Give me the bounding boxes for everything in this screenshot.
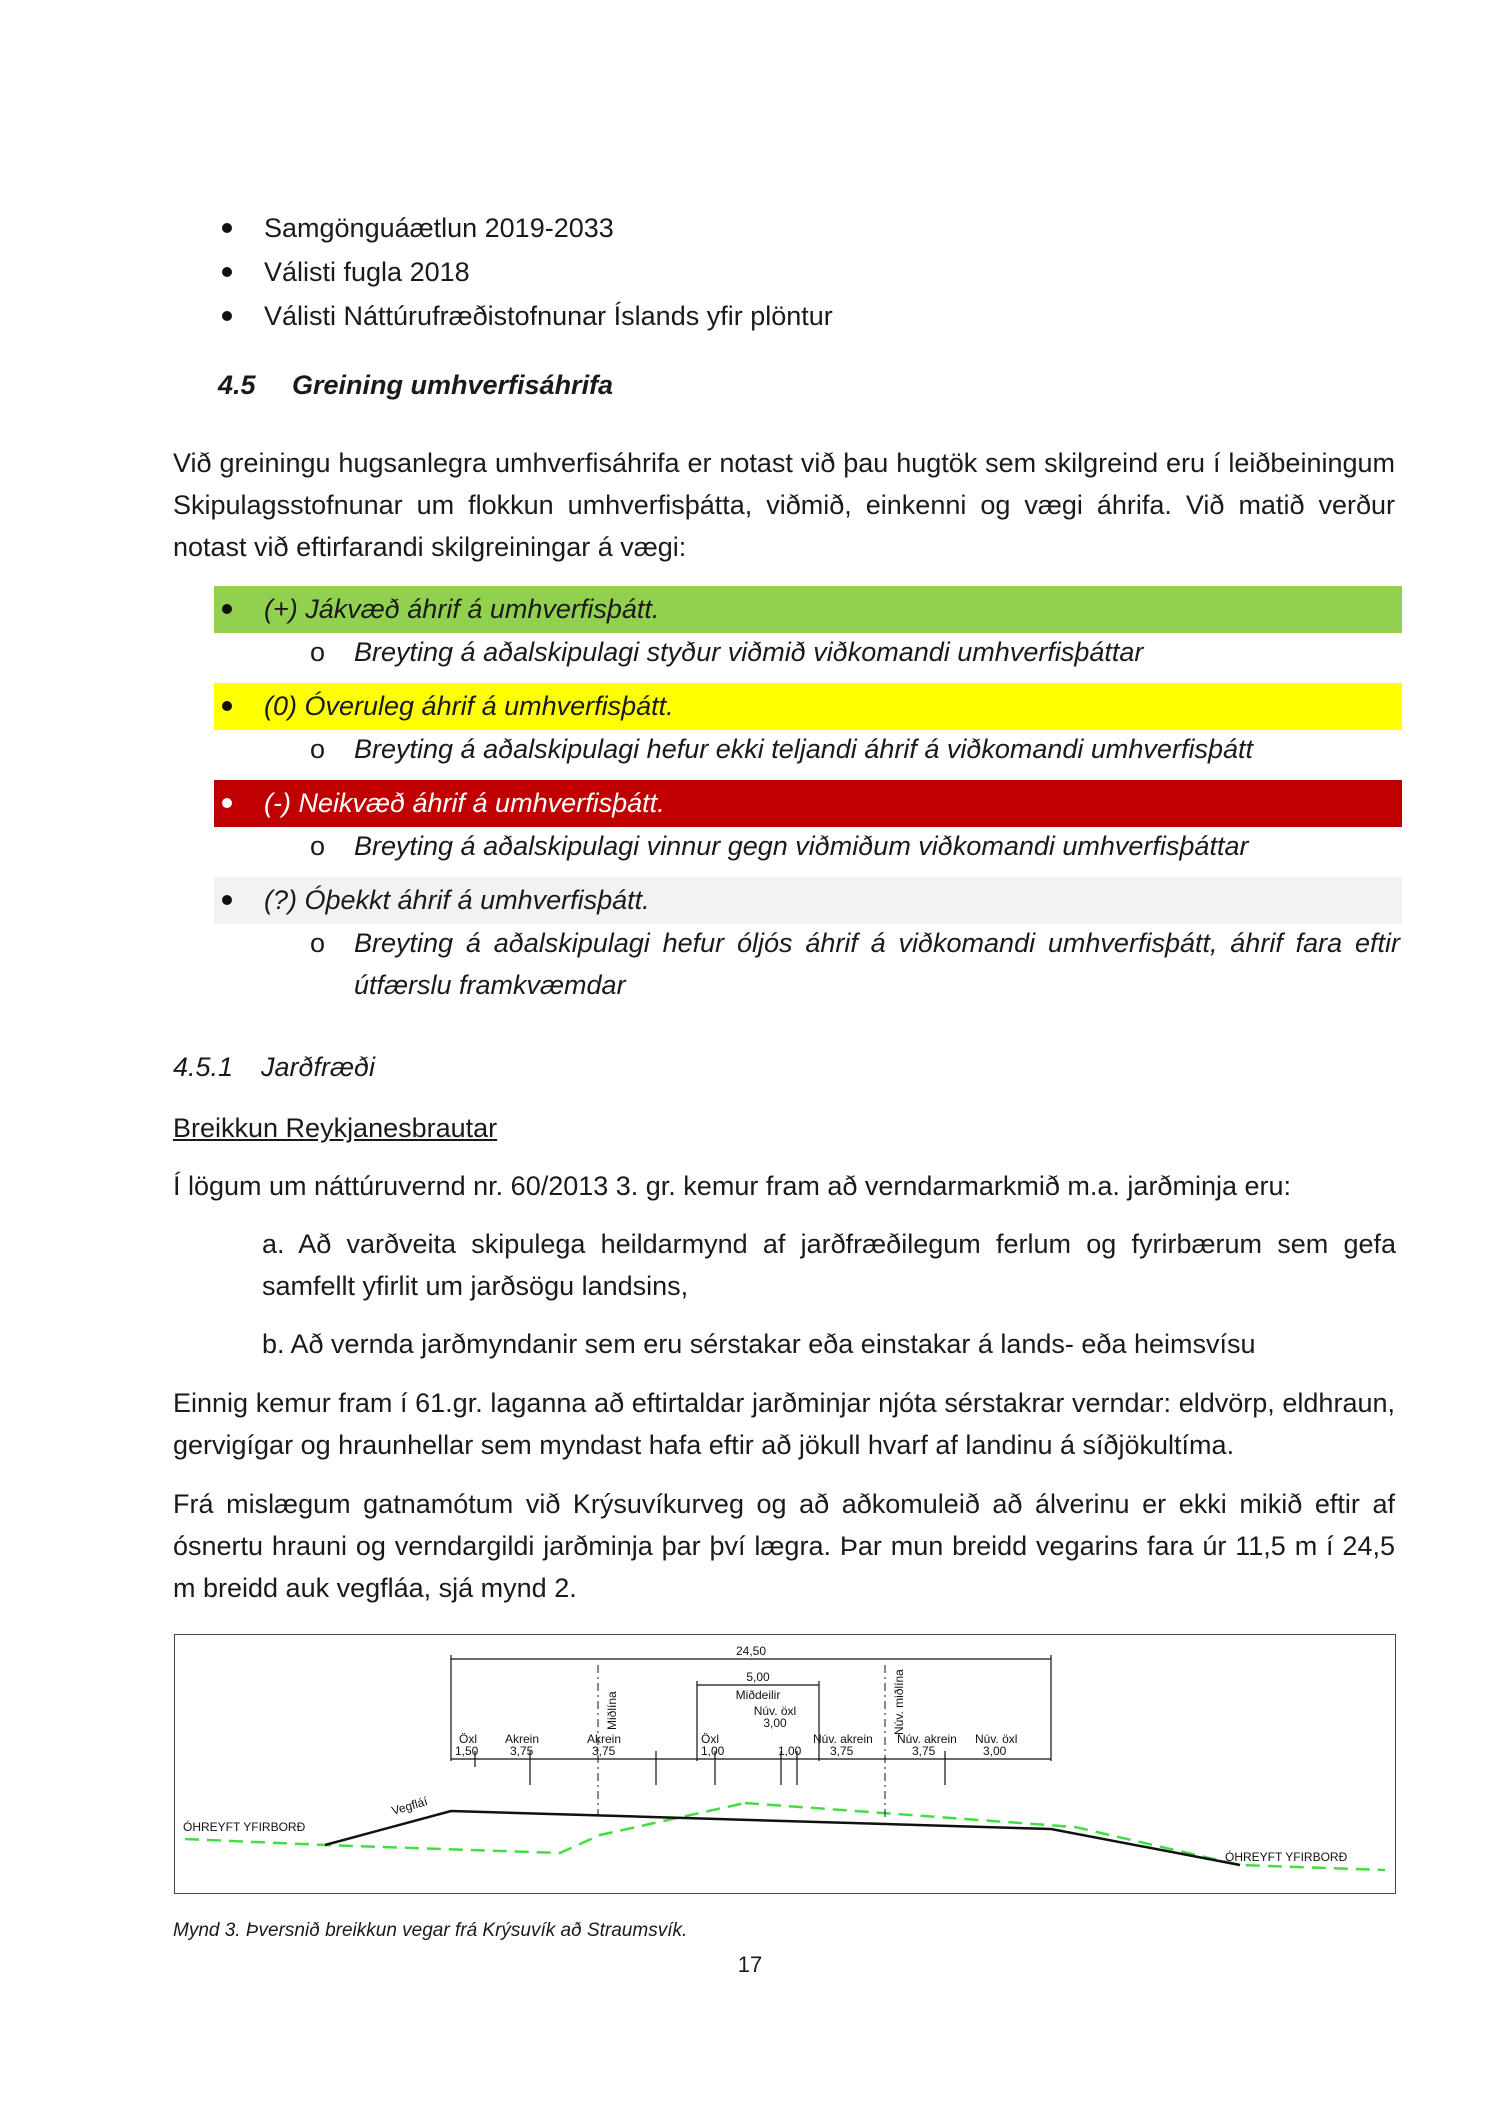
cross-section-svg bbox=[175, 1635, 1394, 1892]
lane-name: Núv. öxl bbox=[975, 1732, 1018, 1746]
lane-width: 3,00 bbox=[983, 1744, 1007, 1758]
lane-width: 1,00 bbox=[778, 1744, 802, 1758]
lane-width: 3,75 bbox=[510, 1744, 534, 1758]
rating-description-text: Breyting á aðalskipulagi hefur ekki teljandi áhrif á viðkomandi umhverfisþátt bbox=[354, 734, 1253, 764]
median-width-label: 5,00 bbox=[746, 1670, 770, 1684]
bullet-icon bbox=[222, 604, 232, 614]
ground-left-label: ÓHREYFT YFIRBORÐ bbox=[183, 1820, 306, 1834]
lane-width: 3,75 bbox=[830, 1744, 854, 1758]
rating-unknown bbox=[214, 877, 1402, 924]
rating-positive bbox=[214, 586, 1402, 633]
subsection-title: Jarðfræði bbox=[261, 1052, 376, 1082]
road-surface-line bbox=[325, 1811, 1240, 1865]
list-item-text: Válisti Náttúrufræðistofnunar Íslands yfir plöntur bbox=[264, 301, 833, 331]
road-cross-section-figure bbox=[174, 1634, 1396, 1894]
circle-bullet-icon: o bbox=[310, 928, 326, 958]
slope-label: Vegfláí bbox=[389, 1794, 430, 1818]
list-item bbox=[218, 294, 1398, 338]
lane-width: 1,00 bbox=[701, 1744, 725, 1758]
lane-name: Akrein bbox=[505, 1732, 540, 1746]
current-centerline-label: Núv. miðlína bbox=[892, 1669, 906, 1735]
inner-shoulder-width: 3,00 bbox=[763, 1716, 787, 1730]
lane-name: Núv. akrein bbox=[897, 1732, 957, 1746]
figure-caption: Mynd 3. Þversnið breikkun vegar frá Krýsuvík að Straumsvík. bbox=[173, 1920, 688, 1941]
total-width-label: 24,50 bbox=[735, 1644, 767, 1658]
section-heading bbox=[218, 370, 613, 401]
rating-neutral bbox=[214, 683, 1402, 730]
list-item-text: Samgönguáætlun 2019-2033 bbox=[264, 213, 614, 243]
bullet-icon bbox=[222, 798, 232, 808]
rating-label: (-) Neikvæð áhrif á umhverfisþátt. bbox=[264, 788, 665, 818]
circle-bullet-icon: o bbox=[310, 637, 326, 667]
lane-name: Akrein bbox=[587, 1732, 622, 1746]
rating-description bbox=[310, 922, 1400, 1006]
list-item bbox=[218, 250, 1398, 294]
subsection-heading bbox=[173, 1052, 375, 1083]
lane-width: 3,75 bbox=[592, 1744, 616, 1758]
section-title: Greining umhverfisáhrifa bbox=[292, 370, 614, 400]
lane-width: 3,75 bbox=[912, 1744, 936, 1758]
lane-name: Öxl bbox=[459, 1732, 477, 1746]
section-number: 4.5 bbox=[218, 370, 256, 400]
lane-name: Núv. akrein bbox=[813, 1732, 873, 1746]
rating-description bbox=[310, 631, 1400, 673]
rating-negative bbox=[214, 780, 1402, 827]
bullet-icon bbox=[222, 267, 232, 277]
list-item-text: Válisti fugla 2018 bbox=[264, 257, 470, 287]
underlined-title: Breikkun Reykjanesbrautar bbox=[173, 1113, 498, 1143]
bullet-icon bbox=[222, 223, 232, 233]
subsection-number: 4.5.1 bbox=[173, 1052, 234, 1082]
circle-bullet-icon: o bbox=[310, 734, 326, 764]
law-item-a: a. Að varðveita skipulega heildarmynd af jarðfræðilegum ferlum og fyrirbærum sem gefa samfellt yfirlit um jarðsögu landsins, bbox=[262, 1229, 1396, 1301]
rating-label: (0) Óveruleg áhrif á umhverfisþátt. bbox=[264, 691, 674, 721]
rating-label: (?) Óþekkt áhrif á umhverfisþátt. bbox=[264, 885, 650, 915]
law-paragraph: Í lögum um náttúruvernd nr. 60/2013 3. gr. kemur fram að verndarmarkmið m.a. jarðminja eru: bbox=[173, 1171, 1291, 1201]
centerline-label: Miðlína bbox=[605, 1691, 619, 1730]
page-number: 17 bbox=[737, 1952, 763, 1977]
rating-description bbox=[310, 825, 1400, 867]
median-label: Miðdeilir bbox=[735, 1688, 781, 1702]
protection-paragraph: Einnig kemur fram í 61.gr. laganna að eftirtaldar jarðminjar njóta sérstakrar verndar: eldvörp, eldhraun, gervigígar og hraunhellar sem myndast hafa eftir að jökull hvarf af landinu á síðjökultíma. bbox=[173, 1388, 1395, 1460]
law-item-b: b. Að vernda jarðmyndanir sem eru sérstakar eða einstakar á lands- eða heimsvísu bbox=[262, 1329, 1256, 1359]
lane-name: Öxl bbox=[701, 1732, 719, 1746]
bullet-icon bbox=[222, 701, 232, 711]
rating-description-text: Breyting á aðalskipulagi hefur óljós áhrif á viðkomandi umhverfisþátt, áhrif fara eftir útfærslu framkvæmdar bbox=[354, 928, 1400, 1000]
sources-list bbox=[218, 206, 1398, 338]
bullet-icon bbox=[222, 895, 232, 905]
rating-description bbox=[310, 728, 1400, 770]
ground-right-label: ÓHREYFT YFIRBORÐ bbox=[1225, 1850, 1348, 1864]
rating-description-text: Breyting á aðalskipulagi styður viðmið viðkomandi umhverfisþáttar bbox=[354, 637, 1144, 667]
list-item bbox=[218, 206, 1398, 250]
intro-paragraph: Við greiningu hugsanlegra umhverfisáhrifa er notast við þau hugtök sem skilgreind eru í leiðbeiningum Skipulagsstofnunar um flokkun umhverfisþátta, viðmið, einkenni og vægi áhrifa. Við matið verður notast við eftirfarandi skilgreiningar á vægi: bbox=[173, 448, 1395, 562]
rating-label: (+) Jákvæð áhrif á umhverfisþátt. bbox=[264, 594, 660, 624]
road-paragraph: Frá mislægum gatnamótum við Krýsuvíkurveg og að aðkomuleið að álverinu er ekki mikið eftir af ósnertu hrauni og verndargildi jarðminja þar því lægra. Þar mun breidd vegarins fara úr 11,5 m í 24,5 m breidd auk vegfláa, sjá mynd 2. bbox=[173, 1489, 1395, 1603]
inner-shoulder-label: Núv. öxl bbox=[753, 1704, 797, 1718]
circle-bullet-icon: o bbox=[310, 831, 326, 861]
rating-description-text: Breyting á aðalskipulagi vinnur gegn viðmiðum viðkomandi umhverfisþáttar bbox=[354, 831, 1249, 861]
bullet-icon bbox=[222, 311, 232, 321]
lane-width: 1,50 bbox=[455, 1744, 479, 1758]
